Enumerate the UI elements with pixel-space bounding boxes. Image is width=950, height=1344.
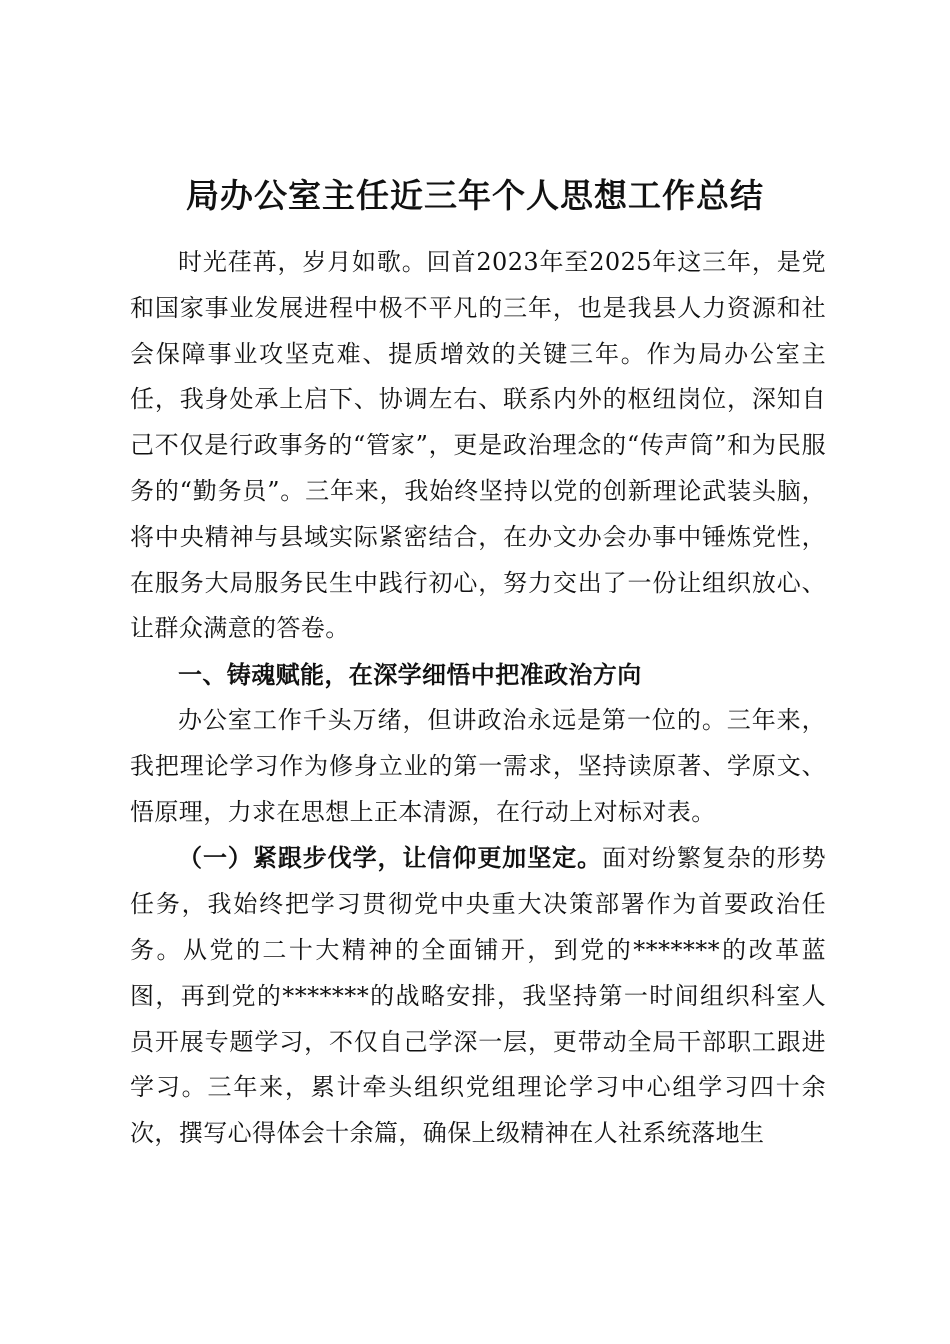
subsection-lead: （一）紧跟步伐学，让信仰更加坚定。: [178, 843, 603, 873]
subsection-paragraph: [130, 835, 826, 1157]
section-heading: 一、铸魂赋能，在深学细悟中把准政治方向: [178, 660, 642, 690]
section-paragraph: 办公室工作千头万绪，但讲政治永远是第一位的。三年来，我把理论学习作为修身立业的第一需求，坚持读原著、学原文、悟原理，力求在思想上正本清源，在行动上对标对表。: [130, 705, 826, 826]
document-body: [130, 240, 826, 1157]
intro-paragraph: 时光荏苒，岁月如歌。回首2023年至2025年这三年，是党和国家事业发展进程中极不平凡的三年，也是我县人力资源和社会保障事业攻坚克难、提质增效的关键三年。作为局办公室主任，我身处承上启下、协调左右、联系内外的枢纽岗位，深知自己不仅是行政事务的“管家”，更是政治理念的“传声筒”和为民服务的“勤务员”。三年来，我始终坚持以党的创新理论武装头脑，将中央精神与县域实际紧密结合，在办文办会办事中锤炼党性，在服务大局服务民生中践行初心，努力交出了一份让组织放心、让群众满意的答卷。: [130, 248, 826, 643]
subsection-body: 面对纷繁复杂的形势任务，我始终把学习贯彻党中央重大决策部署作为首要政治任务。从党的二十大精神的全面铺开，到党的*******的改革蓝图，再到党的*******的战略安排，我坚持第一时间组织科室人员开展专题学习，不仅自己学深一层，更带动全局干部职工跟进学习。三年来，累计牵头组织党组理论学习中心组学习四十余次，撰写心得体会十余篇，确保上级精神在人社系统落地生: [130, 844, 826, 1148]
document-title: 局办公室主任近三年个人思想工作总结: [186, 176, 764, 215]
